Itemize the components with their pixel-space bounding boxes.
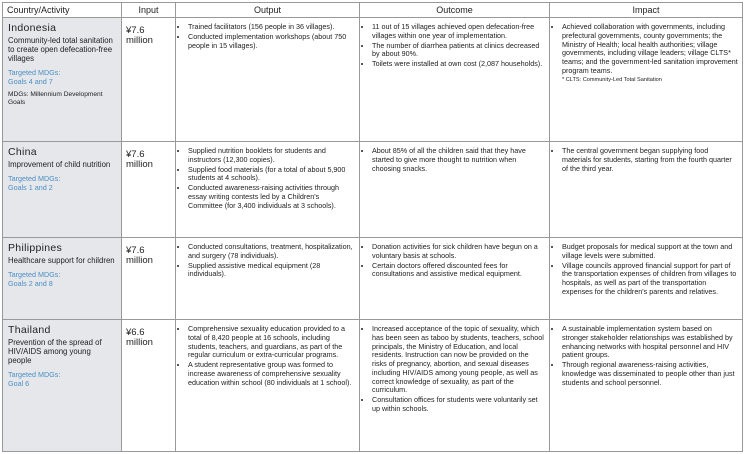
outcome-list <box>364 23 545 69</box>
country-name: Thailand <box>8 324 51 336</box>
outcome-cell <box>360 142 550 238</box>
mdg-goals: Goals 1 and 2 <box>8 182 53 192</box>
list-item: • Through regional awareness-raising activities, knowledge was disseminated to people other than just students and school personnel. <box>562 361 738 387</box>
output-cell <box>176 142 360 238</box>
mdg-label: Targeted MDGs: <box>8 370 61 380</box>
outcome-list <box>364 325 545 414</box>
impact-list <box>554 147 738 173</box>
impact-cell <box>550 142 743 238</box>
targeted-mdgs <box>8 271 116 288</box>
outcome-list <box>364 243 545 279</box>
impact-cell <box>550 320 743 452</box>
country-name: Indonesia <box>8 22 57 34</box>
mdg-goals: Goals 4 and 7 <box>8 77 53 86</box>
impact-list <box>554 243 738 297</box>
list-item: • Budget proposals for medical support at the town and village levels were submitted. <box>562 243 738 261</box>
mdg-goals: Goals 2 and 8 <box>8 278 53 288</box>
list-item: • The number of diarrhea patients at clinics decreased by about 90%. <box>372 42 545 60</box>
list-item: • Supplied food materials (for a total of about 5,900 students at 4 schools). <box>188 166 355 184</box>
list-item: • Toilets were installed at own cost (2,087 households). <box>372 60 545 69</box>
country-cell <box>3 238 122 320</box>
outcome-cell <box>360 238 550 320</box>
list-item: • Comprehensive sexuality education provided to a total of 8,420 people at 16 schools, including students, teachers, and guardians, as part of the regular curriculum or extra-curricular programs. <box>188 325 355 360</box>
output-list <box>180 243 355 279</box>
targeted-mdgs <box>8 371 116 388</box>
header-country-activity: Country/Activity <box>3 3 122 18</box>
country-cell <box>3 320 122 452</box>
mdg-goals: Goal 6 <box>8 379 30 388</box>
header-impact: Impact <box>550 3 743 18</box>
input-cell: ¥6.6 million <box>122 320 176 452</box>
outcome-list <box>364 147 545 173</box>
list-item: • The central government began supplying food materials for students, starting from the fourth quarter of the third year. <box>562 147 738 173</box>
activity-description: Healthcare support for children <box>8 255 115 265</box>
list-item: • Conducted consultations, treatment, hospitalization, and surgery (78 individuals). <box>188 243 355 261</box>
outcome-cell <box>360 320 550 452</box>
list-item: • Supplied assistive medical equipment (28 individuals). <box>188 262 355 280</box>
header-outcome: Outcome <box>360 3 550 18</box>
input-cell: ¥7.6 million <box>122 238 176 320</box>
output-list <box>180 147 355 210</box>
outcome-cell <box>360 18 550 142</box>
activity-description: Community-led total sanitation to create open defecation-free villages <box>8 35 113 64</box>
output-list <box>180 325 355 387</box>
impact-cell <box>550 18 743 142</box>
activity-description: Improvement of child nutrition <box>8 159 111 169</box>
mdg-label: Targeted MDGs: <box>8 269 61 279</box>
output-list <box>180 23 355 50</box>
table-row <box>3 18 743 142</box>
list-item: • 11 out of 15 villages achieved open defecation-free villages within one year of implementation. <box>372 23 545 41</box>
activity-table <box>2 2 743 452</box>
table-row <box>3 142 743 238</box>
input-cell: ¥7.6 million <box>122 18 176 142</box>
country-name: China <box>8 146 37 158</box>
list-item: • Increased acceptance of the topic of sexuality, which has been seen as taboo by students, teachers, school principals, the Ministry of Education, and local residents. Instruction can now be provided on the risks of pregnancy, abortion, and sexual diseases including HIV/AIDS among young people, as well as correct knowledge of sexuality, as part of the curriculum. <box>372 325 545 395</box>
country-name: Philippines <box>8 242 63 254</box>
impact-list <box>554 325 738 387</box>
mdg-footnote: MDGs: Millennium Development Goals <box>8 90 103 106</box>
list-item: • Village councils approved financial support for part of the transportation expenses of children from villages to hospitals, as well as part of the transportation expenses for the children's parents and relatives. <box>562 262 738 297</box>
output-cell <box>176 238 360 320</box>
country-cell <box>3 142 122 238</box>
output-cell <box>176 18 360 142</box>
list-item: • Consultation offices for students were voluntarily set up within schools. <box>372 396 545 414</box>
table-row <box>3 320 743 452</box>
input-cell: ¥7.6 million <box>122 142 176 238</box>
list-item: • Donation activities for sick children have begun on a voluntary basis at schools. <box>372 243 545 261</box>
list-item: • Trained facilitators (156 people in 36 villages). <box>188 23 355 32</box>
list-item: • Achieved collaboration with governments, including prefectural governments, county governments; the Ministry of Health; local health authorities; village governments, including village leaders; village CLTS* teams; and the government-led sanitation improvement program teams. <box>562 23 738 76</box>
impact-cell <box>550 238 743 320</box>
list-item: • Conducted implementation workshops (about 750 people in 15 villages). <box>188 33 355 51</box>
country-cell <box>3 18 122 142</box>
list-item: • About 85% of all the children said that they have started to give more thought to nutrition when choosing snacks. <box>372 147 545 173</box>
output-cell <box>176 320 360 452</box>
list-item: • Conducted awareness-raising activities through essay writing contests led by a Children's Committee (for 3,400 individuals at 3 schools). <box>188 184 355 210</box>
table-row <box>3 238 743 320</box>
targeted-mdgs <box>8 69 116 86</box>
mdg-label: Targeted MDGs: <box>8 68 61 78</box>
mdg-label: Targeted MDGs: <box>8 173 61 183</box>
clts-footnote: * CLTS: Community-Led Total Sanitation <box>562 76 662 83</box>
list-item: • Supplied nutrition booklets for students and instructors (12,300 copies). <box>188 147 355 165</box>
header-output: Output <box>176 3 360 18</box>
targeted-mdgs <box>8 175 116 192</box>
header-input: Input <box>122 3 176 18</box>
impact-list <box>554 23 738 76</box>
activity-description: Prevention of the spread of HIV/AIDS among young people <box>8 337 102 366</box>
list-item: • A student representative group was formed to increase awareness of comprehensive sexuality education within school (80 individuals at 1 school). <box>188 361 355 387</box>
list-item: • A sustainable implementation system based on stronger stakeholder relationships was established by enhancing networks with hospital personnel and HIV patient groups. <box>562 325 738 360</box>
list-item: • Certain doctors offered discounted fees for consultations and assistive medical equipment. <box>372 262 545 280</box>
table-header-row <box>3 3 743 18</box>
